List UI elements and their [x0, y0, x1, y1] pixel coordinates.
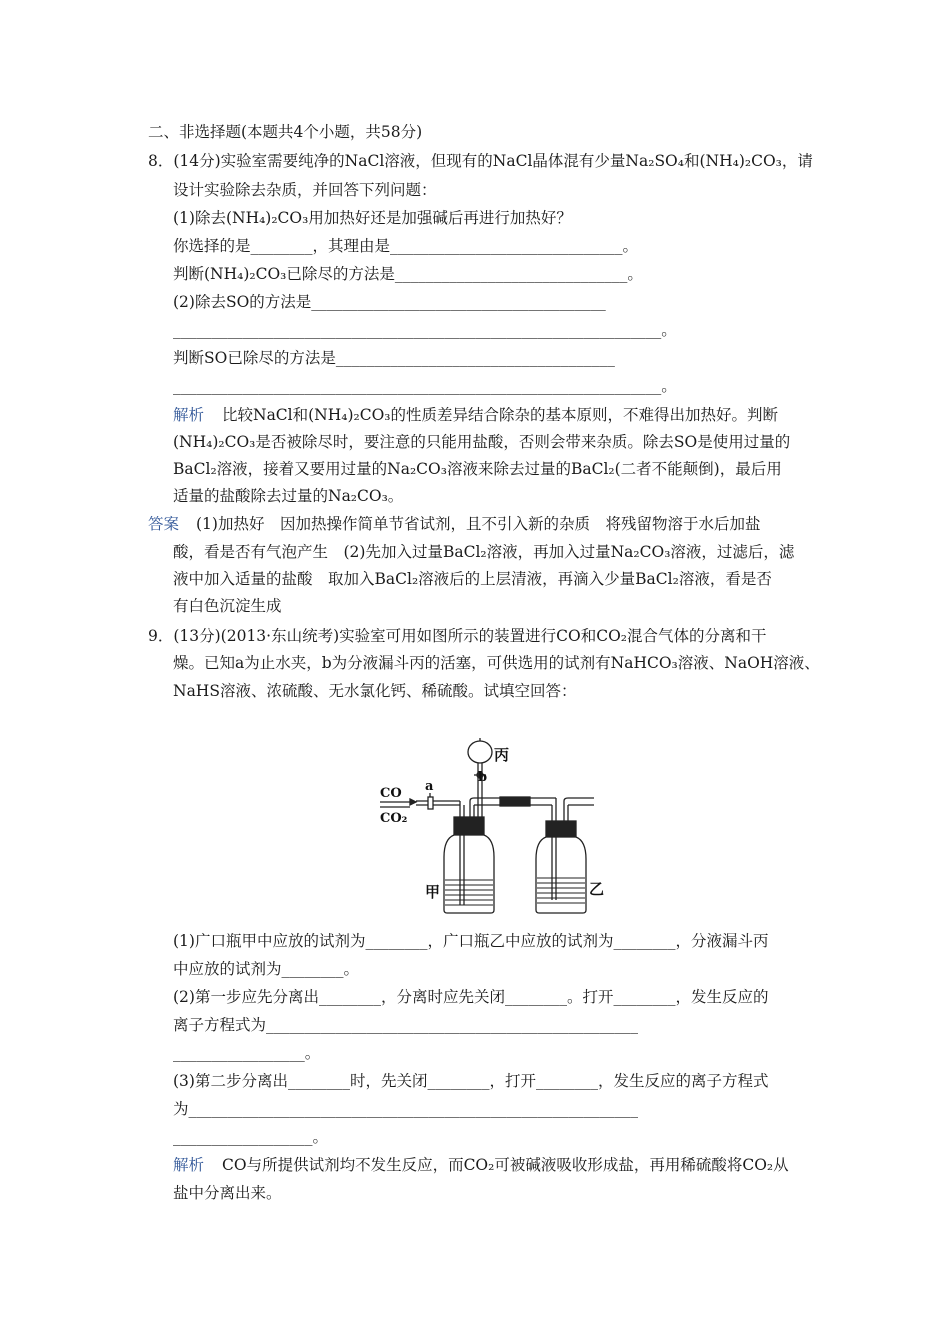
q9-part3-line2: 为__________________________________________________________ — [173, 1100, 639, 1118]
label-clamp-a: a — [425, 779, 434, 794]
q8-answer-line1: (1)加热好 因加热操作简单节省试剂，且不引入新的杂质 将残留物溶于水后加盐 — [196, 515, 761, 533]
q8-stem-line2: 设计实验除去杂质，并回答下列问题： — [173, 181, 437, 199]
q8-analysis-line1: 比较NaCl和(NH₄)₂CO₃的性质差异结合除杂的基本原则，不难得出加热好。判断 — [222, 406, 779, 424]
section-title: 二、非选择题(本题共4个小题，共58分) — [148, 123, 423, 141]
q8-analysis-line3: BaCl₂溶液，接着又要用过量的Na₂CO₃溶液来除去过量的BaCl₂(二者不能颠倒)，最后用 — [173, 460, 782, 478]
q9-part2-line2: 离子方程式为________________________________________________ — [173, 1016, 639, 1034]
q9-part1-line1: (1)广口瓶甲中应放的试剂为________，广口瓶乙中应放的试剂为________，分液漏斗丙 — [173, 932, 769, 950]
q9-analysis-line1: CO与所提供试剂均不发生反应，而CO₂可被碱液吸收形成盐，再用稀硫酸将CO₂从 — [222, 1156, 789, 1174]
q8-part2-blank: _______________________________________________________________。 — [173, 321, 677, 339]
q8-part1-choice: 你选择的是________，其理由是______________________________。 — [173, 237, 639, 255]
label-stopcock-b: b — [478, 770, 488, 785]
q8-answer-line3: 液中加入适量的盐酸 取加入BaCl₂溶液后的上层清液，再滴入少量BaCl₂溶液，看是否 — [173, 570, 772, 588]
q8-part2-check: 判断SO已除尽的方法是____________________________________ — [173, 349, 615, 367]
q8-part1-question: (1)除去(NH₄)₂CO₃用加热好还是加强碱后再进行加热好？ — [173, 209, 572, 227]
label-bottle-jia: 甲 — [425, 883, 441, 901]
q9-stem-line1: 9．(13分)(2013·东山统考)实验室可用如图所示的装置进行CO和CO₂混合气体的分离和干 — [148, 627, 767, 645]
q9-part3-line3: __________________。 — [173, 1128, 329, 1146]
q9-part3-line1: (3)第二步分离出________时，先关闭________，打开________，发生反应的离子方程式 — [173, 1072, 769, 1090]
label-co: CO — [380, 786, 402, 801]
q8-answer-line2: 酸，看是否有气泡产生 (2)先加入过量BaCl₂溶液，再加入过量Na₂CO₃溶液，过滤后，滤 — [173, 543, 795, 561]
q8-analysis-label: 解析 — [173, 406, 205, 424]
q8-part1-check: 判断(NH₄)₂CO₃已除尽的方法是______________________________。 — [173, 265, 643, 283]
q8-answer-line4: 有白色沉淀生成 — [173, 597, 282, 615]
q9-stem-line3: NaHS溶液、浓硫酸、无水氯化钙、稀硫酸。试填空回答： — [173, 682, 577, 700]
q8-part2-method: (2)除去SO的方法是______________________________________ — [173, 293, 606, 311]
label-bottle-yi: 乙 — [589, 880, 605, 898]
q8-answer-label: 答案 — [148, 515, 180, 533]
q9-analysis-label: 解析 — [173, 1156, 205, 1174]
q9-analysis-line2: 盐中分离出来。 — [173, 1184, 282, 1202]
label-funnel-bing: 丙 — [494, 746, 510, 764]
q8-part2-check-blank: _______________________________________________________________。 — [173, 377, 677, 395]
q9-part2-line3: _________________。 — [173, 1044, 321, 1062]
q9-part1-line2: 中应放的试剂为________。 — [173, 960, 360, 978]
label-co2: CO₂ — [380, 811, 408, 826]
q8-analysis-line4: 适量的盐酸除去过量的Na₂CO₃。 — [173, 487, 404, 505]
q9-part2-line1: (2)第一步应先分离出________，分离时应先关闭________。打开________，发生反应的 — [173, 988, 769, 1006]
q8-analysis-line2: (NH₄)₂CO₃是否被除尽时，要注意的只能用盐酸，否则会带来杂质。除去SO是使用过量的 — [173, 433, 791, 451]
q8-stem-line1: 8．(14分)实验室需要纯净的NaCl溶液，但现有的NaCl晶体混有少量Na₂SO₄和(NH₄)₂CO₃，请 — [148, 152, 813, 170]
apparatus-figure — [370, 735, 620, 920]
q9-stem-line2: 燥。已知a为止水夹，b为分液漏斗丙的活塞，可供选用的试剂有NaHCO₃溶液、NaOH溶液、 — [173, 654, 820, 672]
